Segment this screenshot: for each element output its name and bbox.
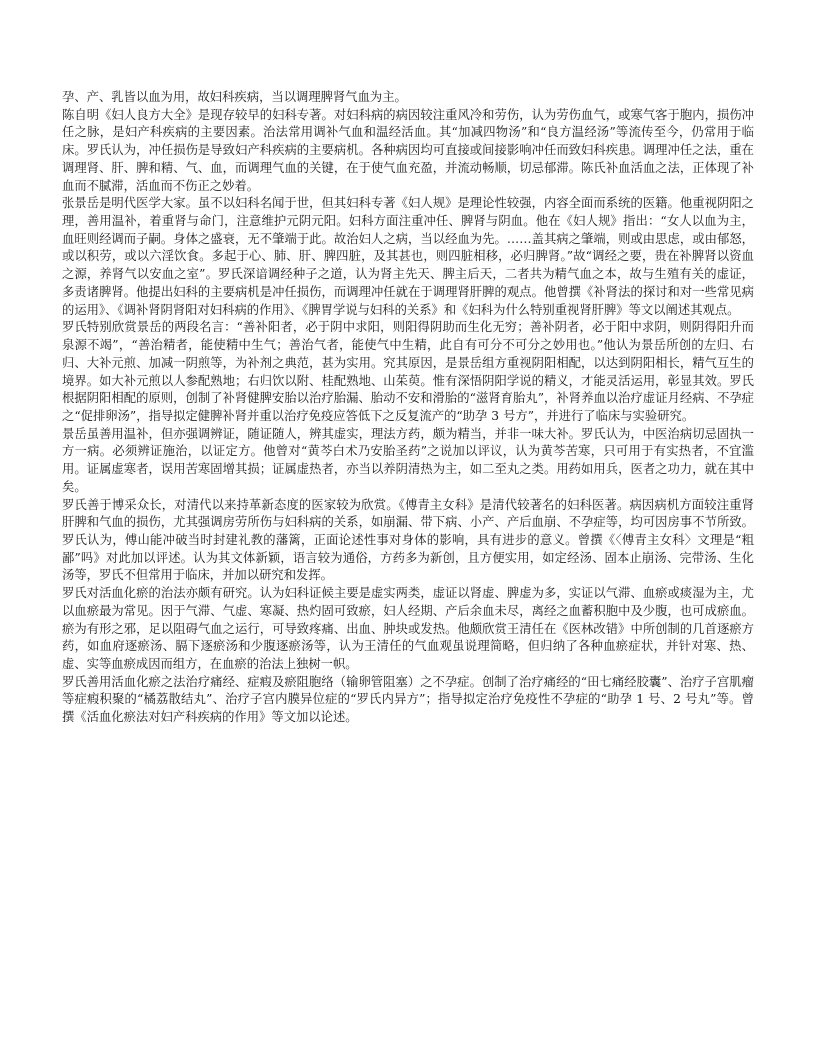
- paragraph: 张景岳是明代医学大家。虽不以妇科名闻于世，但其妇科专著《妇人规》是理论性较强，内容全面而系统的医籍。他重视阴阳之理，善用温补，着重肾与命门，注意维护元阴元阳。妇科方面注重冲任、脾肾与阴血。他在《妇人规》指出：“女人以血为主，血旺则经调而子嗣。身体之盛衰，无不肇端于此。故治妇人之病，当以经血为先。……盖其病之肇端，则或由思虑，或由郁怒，或以积劳，或以六淫饮食。多起于心、肺、肝、脾四脏，及其甚也，则四脏相移，必归脾肾。”故“调经之要，贵在补脾肾以资血之源，养肾气以安血之室”。罗氏深谙调经种子之道，认为肾主先天、脾主后天，二者共为精气血之本，故与生殖有关的虚证，多责诸脾肾。他提出妇科的主要病机是冲任损伤，而调理冲任就在于调理肾肝脾的观点。他曾撰《补肾法的探讨和对一些常见病的运用》、《调补肾阴肾阳对妇科病的作用》、《脾胃学说与妇科的关系》和《妇科为什么特别重视肾肝脾》等文以阐述其观点。: [62, 196, 754, 317]
- paragraph: 罗氏善用活血化瘀之法治疗痛经、症瘕及瘀阻胞络（输卵管阻塞）之不孕症。创制了治疗痛经的“田七痛经胶囊”、治疗子宫肌瘤等症瘕积聚的“橘荔散结丸”、治疗子宫内膜异位症的“罗氏内异方”；指导拟定治疗免疫性不孕症的“助孕 1 号、2 号丸”等。曾撰《活血化瘀法对妇产科疾病的作用》等文加以论述。: [62, 674, 754, 725]
- paragraph: 孕、产、乳皆以血为用，故妇科疾病，当以调理脾肾气血为主。: [62, 90, 407, 104]
- body-text-column: [62, 89, 754, 727]
- paragraph: 罗氏特别欣赏景岳的两段名言：“善补阳者，必于阴中求阳，则阳得阴助而生化无穷；善补阴者，必于阳中求阴，则阴得阳升而泉源不竭”，“善治精者，能使精中生气；善治气者，能使气中生精，此自有可分不可分之妙用也。”他认为景岳所创的左归、右归、大补元煎、加减一阴煎等，为补剂之典范，甚为实用。究其原因，是景岳组方重视阴阳相配，以达到阴阳相长，精气互生的境界。如大补元煎以人参配熟地；右归饮以附、桂配熟地、山茱萸。惟有深悟阴阳学说的精义，才能灵活运用，彰显其效。罗氏根据阴阳相配的原则，创制了补肾健脾安胎以治疗胎漏、胎动不安和滑胎的“滋肾育胎丸”，补肾养血以治疗虚证月经病、不孕症之“促排卵汤”，指导拟定健脾补肾并重以治疗免疫应答低下之反复流产的“助孕 3 号方”，并进行了临床与实验研究。: [62, 320, 754, 423]
- paragraph: 罗氏对活血化瘀的治法亦颇有研究。认为妇科证候主要是虚实两类，虚证以肾虚、脾虚为多，实证以气滞、血瘀或痰湿为主，尤以血瘀最为常见。因于气滞、气虚、寒凝、热灼固可致瘀，妇人经期、产后余血未尽，离经之血蓄积胞中及少腹，也可成瘀血。瘀为有形之邪，足以阻碍气血之运行，可导致疼痛、出血、肿块或发热。他颇欣赏王清任在《医林改错》中所创制的几首逐瘀方药，如血府逐瘀汤、膈下逐瘀汤和少腹逐瘀汤等，认为王清任的气血观虽说理简略，但归纳了各种血瘀症状，并针对寒、热、虚、实等血瘀成因而组方，在血瘀的治法上独树一帜。: [62, 586, 754, 671]
- paragraph: 罗氏善于博采众长，对清代以来持革新态度的医家较为欣赏。《傅青主女科》是清代较著名的妇科医著。病因病机方面较注重肾肝脾和气血的损伤，尤其强调房劳所伤与妇科病的关系，如崩漏、带下病、小产、产后血崩、不孕症等，均可因房事不节所致。罗氏认为，傅山能冲破当时封建礼教的藩篱，正面论述性事对身体的影响，具有进步的意义。曾撰《〈傅青主女科〉文理是“粗鄙”吗》对此加以评述。认为其文体新颖，语言较为通俗，方药多为新创，且方便实用，如定经汤、固本止崩汤、完带汤、生化汤等，罗氏不但常用于临床，并加以研究和发挥。: [62, 497, 754, 583]
- paragraph: 景岳虽善用温补，但亦强调辨证，随证随人，辨其虚实，理法方药，颇为精当，并非一味大补。罗氏认为，中医治病切忌固执一方一病。必须辨证施治，以证定方。他曾对“黄芩白术乃安胎圣药”之说加以评议，认为黄芩苦寒，只可用于有实热者，不宜滥用。证属虚寒者，误用苦寒固增其损；证属虚热者，亦当以养阴清热为主，如二至丸之类。用药如用兵，医者之功力，就在其中矣。: [62, 426, 754, 494]
- paragraph: 陈自明《妇人良方大全》是现存较早的妇科专著。对妇科病的病因较注重风冷和劳伤，认为劳伤血气，或寒气客于胞内，损伤冲任之脉，是妇产科疾病的主要因素。治法常用调补气血和温经活血。其“加减四物汤”和“良方温经汤”等流传至今，仍常用于临床。罗氏认为，冲任损伤是导致妇产科疾病的主要病机。各种病因均可直接或间接影响冲任而致妇科疾患。调理冲任之法，重在调理肾、肝、脾和精、气、血，而调理气血的关键，在于使气血充盈，并流动畅顺，切忌郁滞。陈氏补血活血之法，正体现了补血而不腻滞，活血而不伤正之妙着。: [62, 107, 754, 193]
